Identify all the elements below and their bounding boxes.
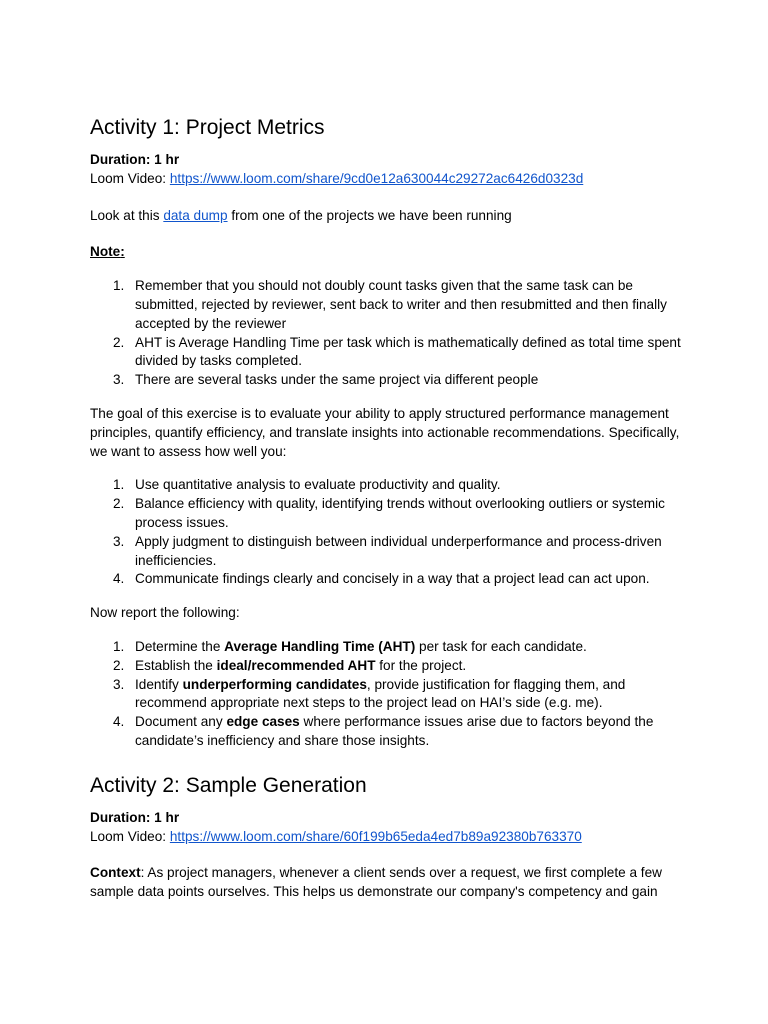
activity2-title: Activity 2: Sample Generation [90, 773, 367, 797]
activity1-title: Activity 1: Project Metrics [90, 116, 325, 139]
loom-label: Loom Video: [90, 828, 170, 844]
notes-list [90, 277, 690, 390]
list-item: 3. Identify underperforming candidates, provide justification for flagging them, and recommend appropriate next steps to the project lead on HAI’s side (e.g. me). [113, 676, 626, 711]
list-item: 2. Establish the ideal/recommended AHT for the project. [113, 657, 467, 673]
document-content [90, 115, 690, 902]
goal-paragraph: The goal of this exercise is to evaluate your ability to apply structured performance management principles, quantify efficiency, and translate insights into actionable recommendations. Specifically, we want to assess how well you: [90, 405, 680, 459]
activity2-loom-link[interactable]: https://www.loom.com/share/60f199b65eda4ed7b89a92380b763370 [169, 828, 582, 844]
list-item: 4. Communicate findings clearly and concisely in a way that a project lead can act upon. [113, 571, 650, 587]
activity1-intro: Look at this data dump from one of the projects we have been running [90, 207, 512, 223]
activity1-loom-line [90, 170, 690, 189]
report-intro: Now report the following: [90, 605, 240, 621]
loom-label: Loom Video: [90, 170, 170, 186]
list-item: 3. There are several tasks under the same project via different people [113, 372, 539, 388]
list-item: 2. AHT is Average Handling Time per task which is mathematically defined as total time spent divided by tasks completed. [113, 334, 681, 369]
list-item: 2. Balance efficiency with quality, identifying trends without overlooking outliers or systemic process issues. [113, 496, 665, 530]
activity2-context: Context: As project managers, whenever a client sends over a request, we first complete a few sample data points ourselves. This helps us demonstrate our company's competency and gain [90, 865, 662, 900]
list-item: 1. Determine the Average Handling Time (AHT) per task for each candidate. [113, 638, 587, 654]
activity2-loom-line [90, 828, 690, 847]
list-item: 1. Use quantitative analysis to evaluate productivity and quality. [113, 477, 501, 493]
assess-list [90, 476, 690, 589]
activity1-duration: Duration: 1 hr [90, 152, 180, 167]
data-dump-link[interactable]: data dump [163, 207, 228, 223]
activity1-loom-link[interactable]: https://www.loom.com/share/9cd0e12a630044c29272ac6426d0323d [169, 170, 584, 186]
report-list [90, 638, 690, 751]
note-heading: Note: [90, 244, 125, 260]
list-item: 4. Document any edge cases where performance issues arise due to factors beyond the candidate’s inefficiency and share those insights. [113, 714, 654, 748]
activity2-duration: Duration: 1 hr [90, 809, 180, 825]
list-item: 1. Remember that you should not doubly count tasks given that the same task can be submitted, rejected by reviewer, sent back to writer and then resubmitted and then finally accepted by the reviewer [113, 278, 667, 331]
list-item: 3. Apply judgment to distinguish between individual underperformance and process-driven inefficiencies. [113, 533, 662, 568]
